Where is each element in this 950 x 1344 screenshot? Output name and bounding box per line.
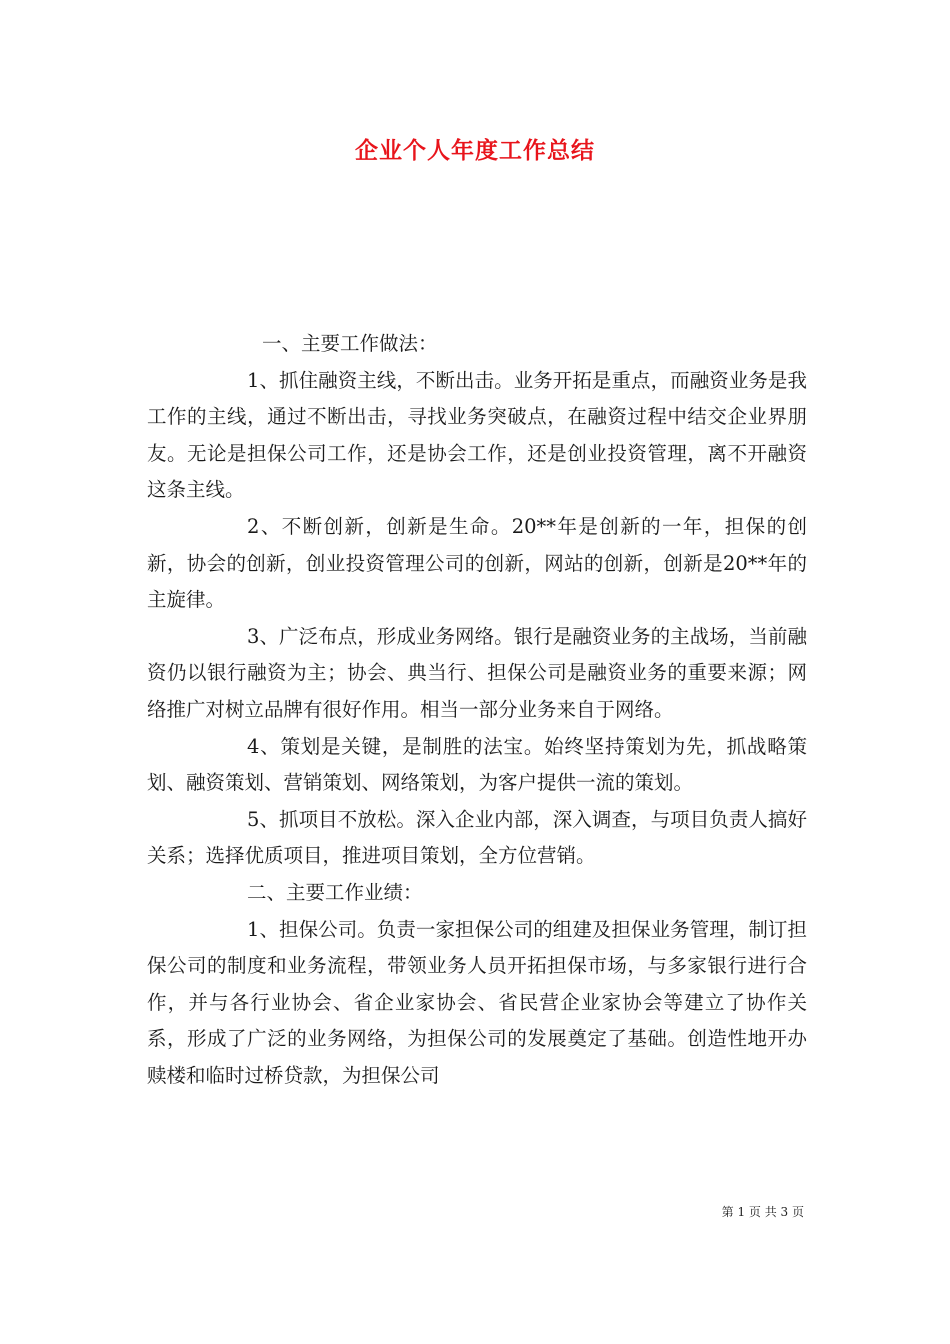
paragraph-1-4: 4、策划是关键，是制胜的法宝。始终坚持策划为先，抓战略策划、融资策划、营销策划、网络策划，为客户提供一流的策划。: [147, 734, 807, 795]
document-body: [147, 326, 807, 1094]
section-heading-1: 一、主要工作做法：: [262, 332, 438, 355]
paragraph-1-3: 3、广泛布点，形成业务网络。银行是融资业务的主战场，当前融资仍以银行融资为主；协会、典当行、担保公司是融资业务的重要来源；网络推广对树立品牌有很好作用。相当一部分业务来自于网络。: [147, 624, 807, 721]
paragraph-1-2: 2、不断创新，创新是生命。20**年是创新的一年，担保的创新，协会的创新，创业投资管理公司的创新，网站的创新，创新是20**年的主旋律。: [147, 514, 807, 612]
document-title: [0, 132, 950, 165]
paragraph-2-1: 1、担保公司。负责一家担保公司的组建及担保业务管理，制订担保公司的制度和业务流程，带领业务人员开拓担保市场，与多家银行进行合作，并与各行业协会、省企业家协会、省民营企业家协会等建立了协作关系，形成了广泛的业务网络，为担保公司的发展奠定了基础。创造性地开办赎楼和临时过桥贷款，为担保公司: [147, 917, 807, 1087]
paragraph-1-5: 5、抓项目不放松。深入企业内部，深入调查，与项目负责人搞好关系；选择优质项目，推进项目策划，全方位营销。: [147, 807, 807, 868]
paragraph-1-1: 1、抓住融资主线，不断出击。业务开拓是重点，而融资业务是我工作的主线，通过不断出击，寻找业务突破点，在融资过程中结交企业界朋友。无论是担保公司工作，还是协会工作，还是创业投资管理，离不开融资这条主线。: [147, 368, 807, 502]
document-title-text: 企业个人年度工作总结: [355, 137, 595, 164]
section-heading-2: 二、主要工作业绩：: [247, 880, 423, 904]
page-footer: 第 1 页 共 3 页: [721, 1205, 804, 1219]
